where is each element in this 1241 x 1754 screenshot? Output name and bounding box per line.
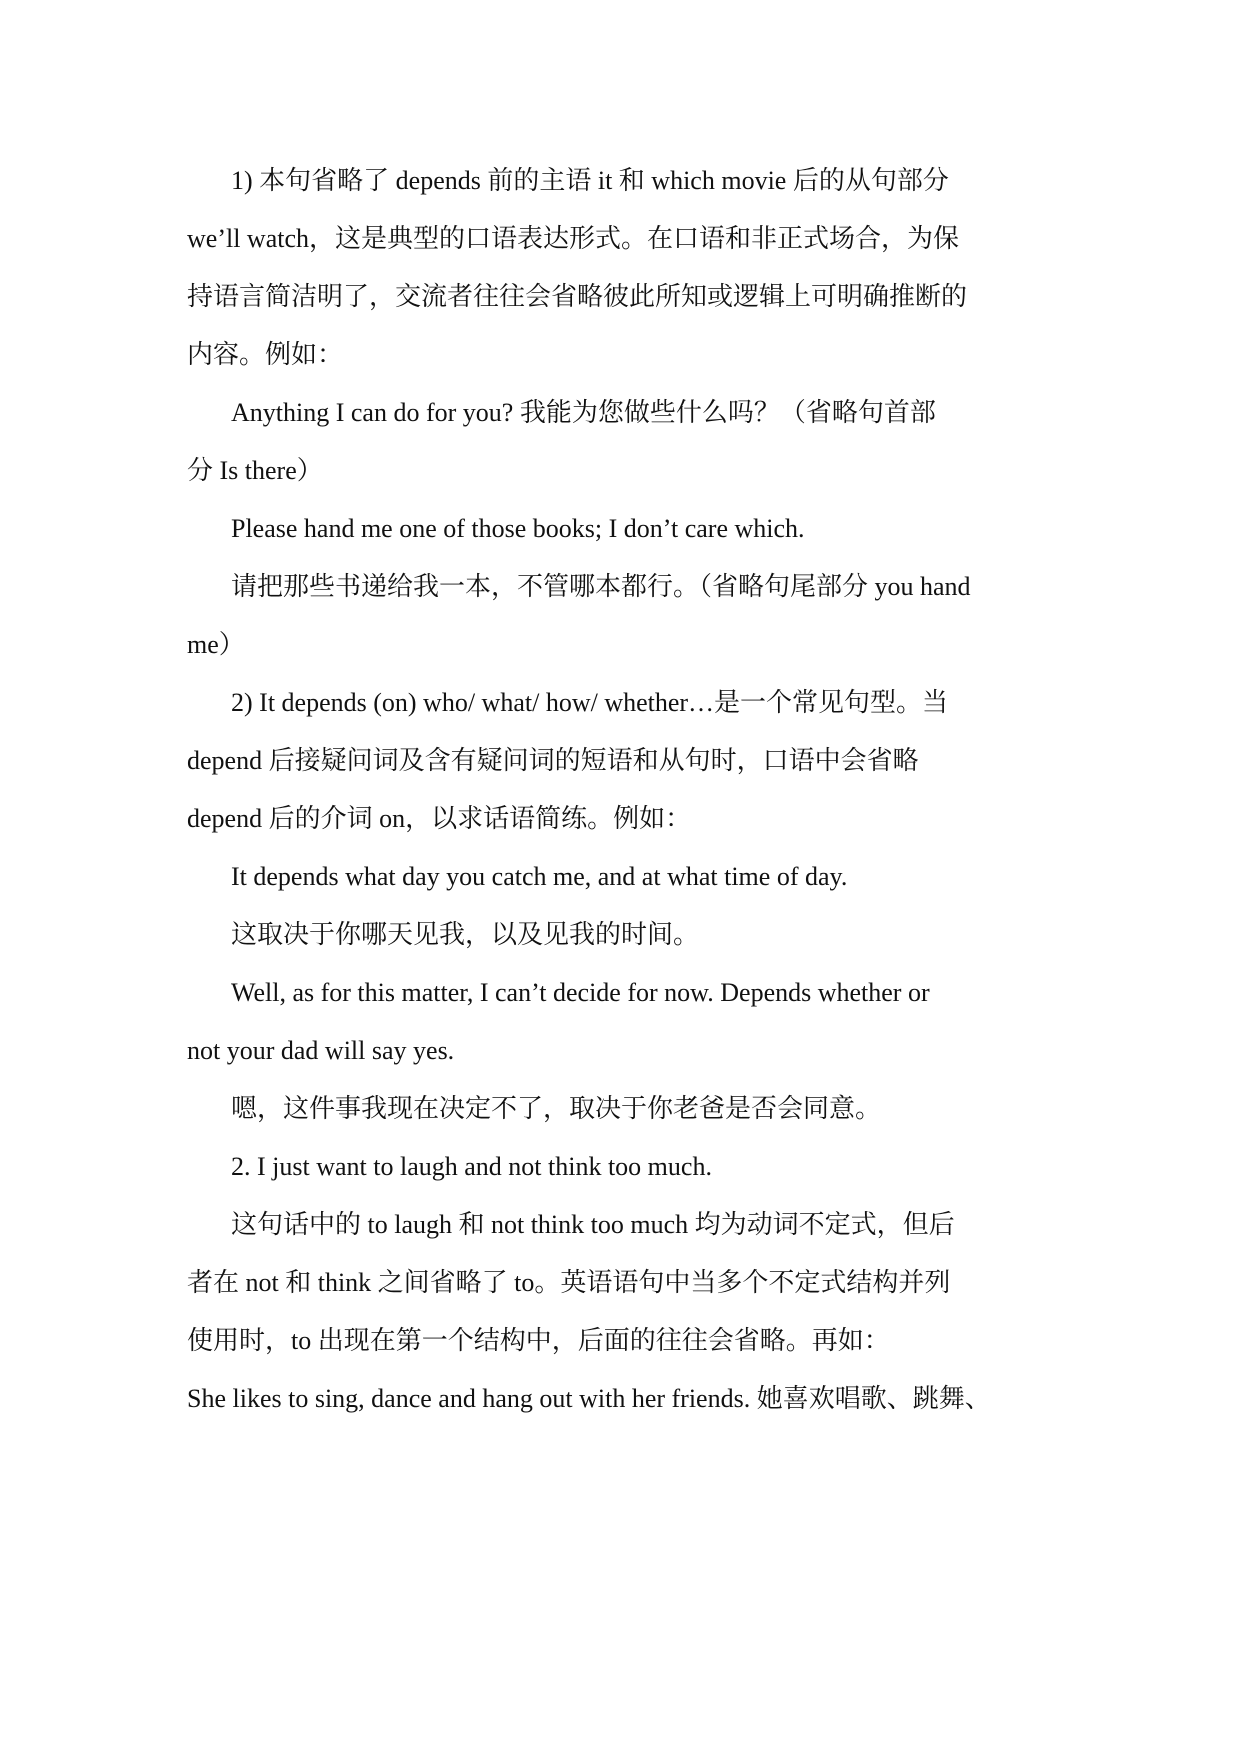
- text-line: we’ll watch，这是典型的口语表达形式。在口语和非正式场合，为保: [187, 224, 960, 253]
- text-line: depend 后接疑问词及含有疑问词的短语和从句时，口语中会省略: [187, 746, 919, 775]
- text-line: me）: [187, 630, 245, 659]
- text-line: Well, as for this matter, I can’t decide for now. Depends whether or: [231, 978, 930, 1007]
- text-line: 1) 本句省略了 depends 前的主语 it 和 which movie 后的从句部分: [231, 166, 949, 195]
- text-line: 请把那些书递给我一本，不管哪本都行。（省略句尾部分 you hand: [231, 572, 971, 601]
- text-line: Anything I can do for you? 我能为您做些什么吗？（省略句首部: [231, 398, 936, 427]
- text-line: She likes to sing, dance and hang out with her friends. 她喜欢唱歌、跳舞、: [187, 1384, 991, 1413]
- text-line: 嗯，这件事我现在决定不了，取决于你老爸是否会同意。: [231, 1094, 882, 1123]
- text-line: 这取决于你哪天见我，以及见我的时间。: [231, 920, 700, 949]
- text-line: not your dad will say yes.: [187, 1036, 455, 1065]
- text-line: depend 后的介词 on，以求话语简练。例如：: [187, 804, 692, 833]
- text-line: It depends what day you catch me, and at what time of day.: [231, 862, 848, 891]
- text-line: 持语言简洁明了，交流者往往会省略彼此所知或逻辑上可明确推断的: [187, 282, 968, 311]
- text-line: Please hand me one of those books; I don’t care which.: [231, 514, 805, 543]
- text-line: 者在 not 和 think 之间省略了 to。英语语句中当多个不定式结构并列: [187, 1268, 951, 1297]
- text-line: 使用时，to 出现在第一个结构中，后面的往往会省略。再如：: [187, 1326, 890, 1355]
- text-line: 内容。例如：: [187, 340, 344, 369]
- text-line: 2. I just want to laugh and not think too much.: [231, 1152, 712, 1181]
- text-line: 分 Is there）: [187, 456, 323, 485]
- text-line: 这句话中的 to laugh 和 not think too much 均为动词不定式，但后: [231, 1210, 955, 1239]
- text-line: 2) It depends (on) who/ what/ how/ whether…是一个常见句型。当: [231, 688, 949, 717]
